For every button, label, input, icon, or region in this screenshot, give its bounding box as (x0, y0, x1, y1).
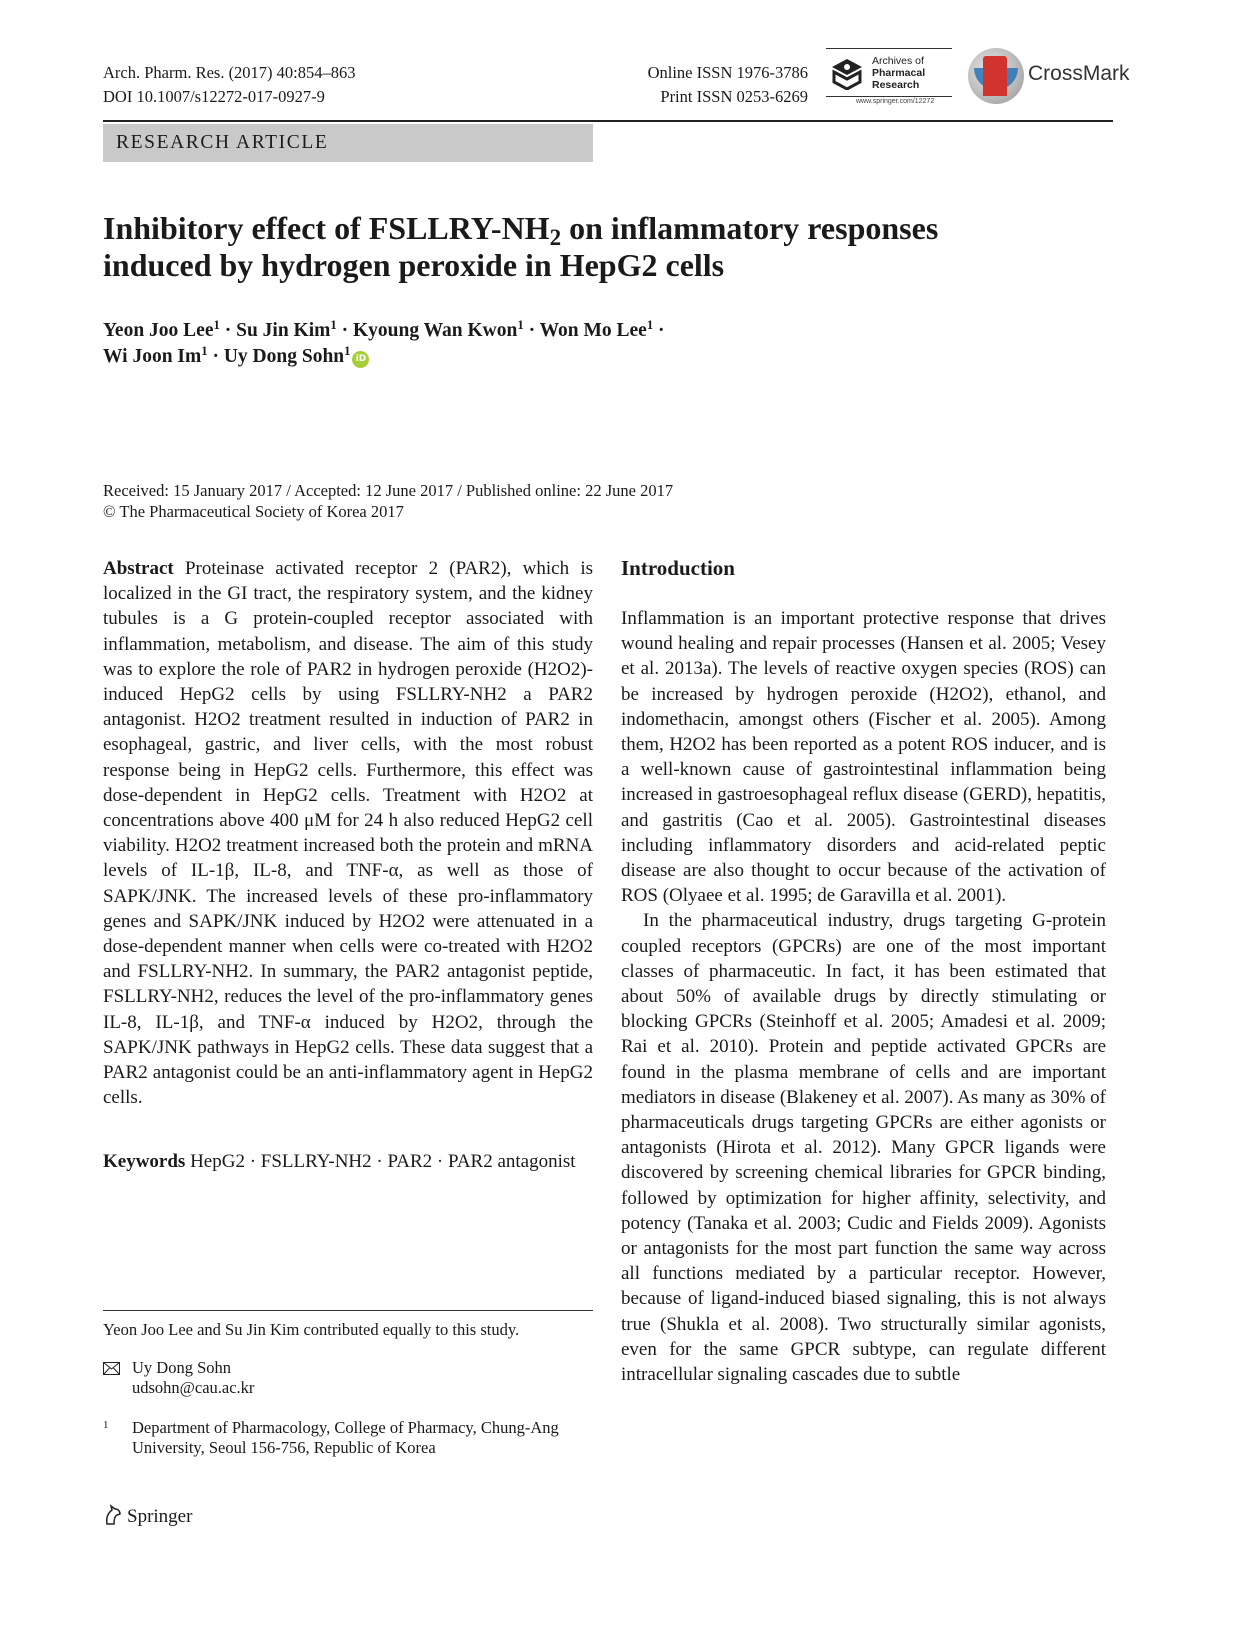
envelope-icon (103, 1362, 120, 1375)
author-name[interactable]: Su Jin Kim (236, 320, 331, 341)
springer-horse-icon (103, 1504, 123, 1526)
online-issn: Online ISSN 1976-3786 (647, 63, 808, 82)
publisher-logo (103, 1504, 192, 1528)
abstract-label: Abstract (103, 558, 174, 579)
footnote-divider (103, 1310, 593, 1311)
journal-emblem-icon (828, 56, 866, 90)
issn-block (640, 61, 808, 109)
affiliation-number: 1 (103, 1419, 109, 1431)
abstract-text (103, 556, 593, 1110)
crossmark-badge[interactable] (968, 48, 1130, 106)
masthead-divider (103, 120, 1113, 122)
journal-citation (103, 61, 356, 109)
print-issn: Print ISSN 0253-6269 (660, 87, 808, 106)
copyright-line: © The Pharmaceutical Society of Korea 2017 (103, 502, 404, 521)
keywords-label: Keywords (103, 1151, 186, 1172)
abstract-body: Proteinase activated receptor 2 (PAR2), which is localized in the GI tract, the respiratory system, and the kidney tubules is a G protein-coupled receptor associated with inflammation, metabolism, and disease. The aim of this study was to explore the role of PAR2 in hydrogen peroxide (H2O2)-induced HepG2 cells by using FSLLRY-NH2 a PAR2 antagonist. H2O2 treatment resulted in induction of PAR2 in esophageal, gastric, and liver cells, with the most robust response being in HepG2 cells. Furthermore, this effect was dose-dependent in HepG2 cells. Treatment with H2O2 at concentrations above 400 μM for 24 h also reduced HepG2 cell viability. H2O2 treatment increased both the protein and mRNA levels of IL-1β, IL-8, and TNF-α, as well as those of SAPK/JNK. The increased levels of these pro-inflammatory genes and SAPK/JNK induced by H2O2 were attenuated in a dose-dependent manner when cells were co-treated with H2O2 and FSLLRY-NH2. In summary, the PAR2 antagonist peptide, FSLLRY-NH2, reduces the level of the pro-inflammatory genes IL-8, IL-1β, and TNF-α induced by H2O2, through the SAPK/JNK pathways in HepG2 cells. These data suggest that a PAR2 antagonist could be an anti-inflammatory agent in HepG2 cells. (103, 558, 593, 1109)
journal-logo-line1: Archives of (872, 55, 924, 67)
article-title: Inhibitory effect of FSLLRY-$NH_2$ on inflammatory responses induced by hydrogen peroxide in HepG2 cells (103, 210, 939, 283)
equal-contribution-note: Yeon Joo Lee and Su Jin Kim contributed equally to this study. (103, 1320, 520, 1339)
crossmark-icon (968, 48, 1024, 104)
author-name[interactable]: Yeon Joo Lee (103, 320, 214, 341)
introduction-heading: Introduction (621, 556, 735, 580)
affiliation-text: Department of Pharmacology, College of Pharmacy, Chung-Ang University, Seoul 156-756, Republic of Korea (132, 1418, 559, 1457)
author-name[interactable]: Wi Joon Im (103, 346, 202, 367)
article-history (103, 480, 803, 522)
keywords-list: HepG2 · FSLLRY-NH2 · PAR2 · PAR2 antagonist (190, 1151, 576, 1172)
journal-logo-line3: Research (872, 79, 920, 91)
author-list: Yeon Joo Lee$^1$ · Su Jin Kim$^1$ · Kyoung Wan Kwon$^1$ · Won Mo Lee$^1$ · Wi Joon $Im^1 \cdot Uy$ Dong Sohn$^1$iD (103, 318, 665, 367)
article-type-banner: RESEARCH ARTICLE (103, 124, 593, 162)
doi-link[interactable]: DOI 10.1007/s12272-017-0927-9 (103, 87, 325, 106)
received-dates: Received: 15 January 2017 / Accepted: 12 June 2017 / Published online: 22 June 2017 (103, 481, 674, 500)
keywords-section (103, 1149, 593, 1174)
introduction-paragraph-2: In the pharmaceutical industry, drugs targeting G-protein coupled receptors (GPCRs) are one of the most important classes of pharmaceutic. In fact, it has been estimated that about 50% of available drugs by directly stimulating or blocking GPCRs (Steinhoff et al. 2005; Amadesi et al. 2009; Rai et al. 2010). Protein and peptide activated GPCRs are found in the plasma membrane of cells and are important mediators in disease (Blakeney et al. 2007). As many as 30% of pharmaceuticals drugs targeting GPCRs are either agonists or antagonists (Hirota et al. 2012). Many GPCR ligands were discovered by screening chemical libraries for GPCR binding, followed by optimization for higher affinity, selectivity, and potency (Tanaka et al. 2003; Cudic and Fields 2009). Agonists or antagonists for the most part function the same way across all functions mediated by a particular receptor. However, because of ligand-induced biased signaling, this is not always true (Shukla et al. 2008). Two structurally similar agonists, even for the same GPCR subtype, can regulate different intracellular signaling cascades due to subtle (621, 910, 1106, 1386)
correspondence-block (103, 1358, 593, 1398)
citation-line: Arch. Pharm. Res. (2017) 40:854–863 (103, 63, 356, 82)
introduction-section (621, 606, 1106, 1387)
journal-logo-url: www.springer.com/12272 (856, 98, 935, 105)
author-name[interactable]: Kyoung Wan Kwon (352, 320, 518, 341)
affiliation-note (103, 1418, 573, 1458)
journal-logo[interactable] (826, 48, 952, 110)
publisher-name: Springer (127, 1506, 193, 1527)
orcid-icon[interactable]: iD (352, 351, 369, 368)
correspondent-email[interactable]: udsohn@cau.ac.kr (132, 1378, 255, 1397)
correspondent-name: Uy Dong Sohn (132, 1358, 232, 1377)
abstract-section (103, 556, 593, 1110)
journal-logo-line2: Pharmacal (872, 67, 926, 79)
crossmark-label: CrossMark (1028, 62, 1130, 85)
introduction-paragraph-1: Inflammation is an important protective response that drives wound healing and repair processes (Hansen et al. 2005; Vesey et al. 2013a). The levels of reactive oxygen species (ROS) can be increased by hydrogen peroxide (H2O2), ethanol, and indomethacin, amongst others (Fischer et al. 2005). Among them, H2O2 has been reported as a potent ROS inducer, and is a well-known cause of gastrointestinal inflammation being increased in gastroesophageal reflux disease (GERD), hepatitis, and gastritis (Cao et al. 2005). Gastrointestinal diseases including inflammatory disorders and acid-related peptic disease are also thought to occur because of the activation of ROS (Olyaee et al. 1995; de Garavilla et al. 2001). (621, 608, 1106, 907)
author-name[interactable]: Won Mo Lee (539, 320, 647, 341)
author-name[interactable]: Uy Dong Sohn (223, 346, 345, 367)
